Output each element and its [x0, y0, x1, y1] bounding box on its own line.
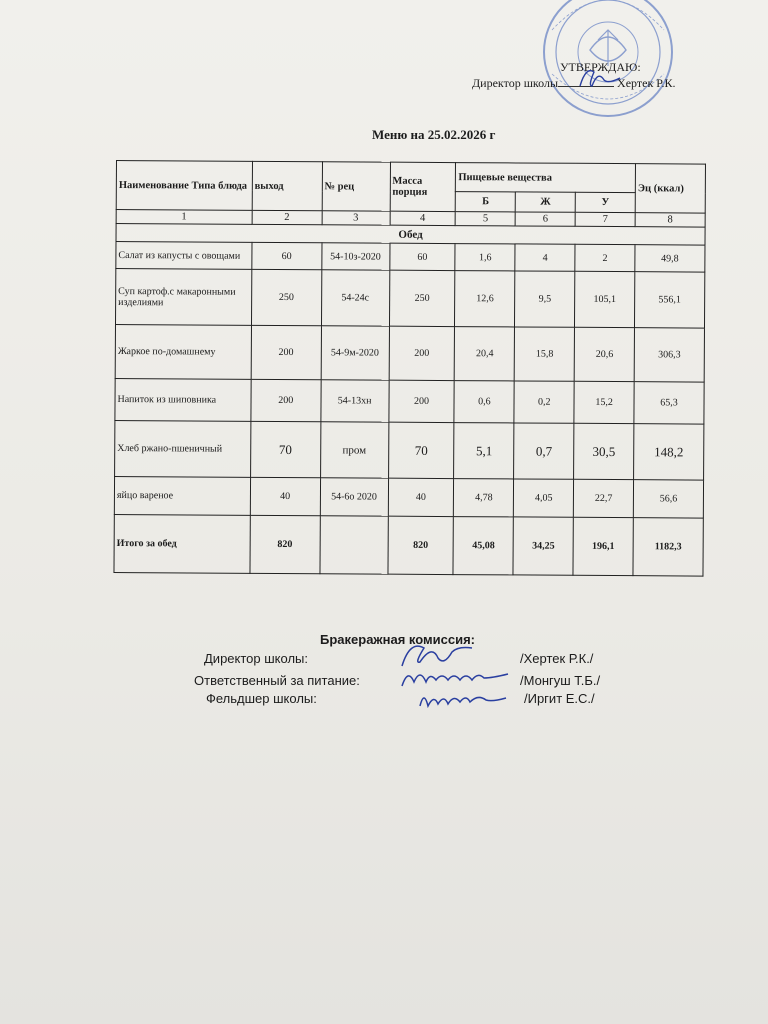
column-number: 5 — [456, 212, 516, 226]
dish-name: Напиток из шиповника — [115, 378, 251, 421]
dish-recipe: 54-6о 2020 — [320, 478, 388, 516]
dish-energy: 148,2 — [634, 424, 704, 480]
menu-table — [113, 160, 706, 577]
approval-label: УТВЕРЖДАЮ: — [560, 60, 641, 74]
medic-signature-icon — [414, 686, 514, 712]
dish-protein: 5,1 — [454, 423, 514, 479]
dish-carbs: 105,1 — [575, 271, 635, 327]
dish-energy: 306,3 — [634, 328, 704, 382]
column-number: 7 — [575, 212, 635, 226]
table-row — [115, 378, 704, 424]
column-number: 3 — [322, 211, 390, 225]
dish-output: 200 — [251, 325, 321, 379]
dish-protein: 0,6 — [454, 381, 514, 423]
menu-title: Меню на 25.02.2026 г — [372, 127, 496, 142]
total-protein: 45,08 — [453, 517, 513, 575]
header-nutrients: Пищевые вещества — [456, 163, 636, 193]
header-mass: Масса порция — [390, 162, 456, 211]
dish-name: Салат из капусты с овощами — [116, 242, 252, 270]
dish-fat: 4,05 — [514, 479, 574, 517]
dish-name: Хлеб ржано-пшеничный — [115, 420, 251, 477]
header-fat: Ж — [516, 192, 576, 212]
header-recipe: № рец — [322, 162, 390, 211]
dish-mass: 40 — [388, 478, 454, 516]
table-row — [116, 242, 705, 273]
dish-protein: 12,6 — [455, 271, 515, 327]
section-title: Обед — [116, 224, 705, 246]
column-number: 1 — [116, 210, 252, 225]
column-number: 6 — [515, 212, 575, 226]
total-fat: 34,25 — [513, 517, 573, 575]
total-label: Итого за обед — [114, 514, 250, 573]
dish-fat: 0,7 — [514, 423, 574, 479]
approval-director-name: Хертек Р.К. — [617, 76, 676, 90]
total-output: 820 — [250, 515, 320, 573]
dish-output: 250 — [251, 269, 321, 325]
column-number: 4 — [390, 211, 456, 225]
dish-recipe: 54-24с — [321, 270, 389, 326]
dish-carbs: 20,6 — [574, 327, 634, 381]
table-header-row — [116, 161, 705, 194]
total-mass: 820 — [388, 516, 454, 574]
dish-output: 60 — [252, 242, 322, 269]
dish-recipe: 54-13хн — [321, 380, 389, 422]
dish-recipe: 54-10з-2020 — [321, 243, 389, 270]
dish-output: 70 — [250, 421, 320, 477]
column-number: 8 — [635, 213, 705, 227]
table-row — [115, 420, 704, 480]
dish-name: Жаркое по-домашнему — [115, 325, 251, 380]
dish-name: яйцо вареное — [114, 476, 250, 515]
header-dish-name: Наименование Типа блюда — [116, 161, 252, 211]
dish-mass: 200 — [388, 380, 454, 422]
column-number: 2 — [252, 210, 322, 224]
member-role: Ответственный за питание: — [194, 673, 360, 688]
member-role: Директор школы: — [204, 651, 308, 666]
table-row — [115, 269, 704, 329]
total-carbs: 196,1 — [573, 517, 633, 575]
header-energy: Эц (ккал) — [635, 164, 705, 213]
dish-energy: 56,6 — [633, 480, 703, 518]
member-name: /Иргит Е.С./ — [524, 691, 595, 706]
member-name: /Хертек Р.К./ — [520, 651, 594, 666]
dish-mass: 200 — [389, 326, 455, 380]
dish-name: Суп картоф.с макаронными изделиями — [115, 269, 251, 326]
total-recipe — [320, 516, 388, 574]
approval-director-line — [472, 76, 675, 91]
dish-fat: 4 — [515, 244, 575, 271]
dish-recipe: пром — [320, 422, 388, 478]
dish-protein: 4,78 — [454, 479, 514, 517]
member-name: /Монгуш Т.Б./ — [520, 673, 601, 688]
total-row — [114, 514, 703, 576]
table-row — [115, 325, 704, 383]
member-role: Фельдшер школы: — [206, 691, 317, 706]
dish-protein: 1,6 — [455, 244, 515, 271]
table-row — [114, 476, 703, 518]
header-carbs: У — [575, 192, 635, 212]
dish-energy: 556,1 — [635, 272, 705, 328]
commission-title: Бракеражная комиссия: — [320, 632, 475, 647]
dish-energy: 65,3 — [634, 382, 704, 424]
dish-carbs: 22,7 — [574, 479, 634, 517]
director-signature-icon — [576, 64, 626, 94]
approval-director-label: Директор школы — [472, 76, 559, 90]
dish-fat: 9,5 — [515, 271, 575, 327]
total-energy: 1182,3 — [633, 518, 703, 576]
dish-mass: 250 — [389, 270, 455, 326]
dish-fat: 15,8 — [514, 327, 574, 381]
dish-mass: 60 — [389, 243, 455, 270]
dish-output: 40 — [250, 477, 320, 515]
dish-recipe: 54-9м-2020 — [321, 326, 389, 380]
dish-mass: 70 — [388, 422, 454, 478]
header-output: выход — [252, 161, 322, 210]
dish-energy: 49,8 — [635, 245, 705, 272]
dish-protein: 20,4 — [455, 327, 515, 381]
dish-output: 200 — [251, 379, 321, 421]
dish-carbs: 30,5 — [574, 423, 634, 479]
dish-fat: 0,2 — [514, 381, 574, 423]
header-protein: Б — [456, 192, 516, 212]
dish-carbs: 2 — [575, 244, 635, 271]
dish-carbs: 15,2 — [574, 381, 634, 423]
